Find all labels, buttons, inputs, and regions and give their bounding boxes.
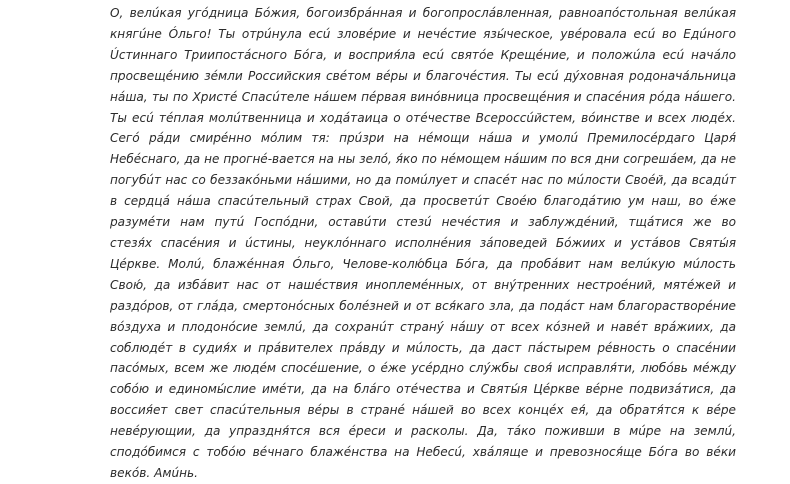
prayer-line: невéрующии, да упраздня́тся вся éреси и расколы. Да, тáко поживши в мúре на землú, [110,424,736,439]
prayer-line: в сердцá нáша спасúтельный страх Свой, да просветúт Своéю благодáтию ум наш, во éже [110,194,736,209]
prayer-line: нáша, ты по Христé Спасúтеле нáшем пéрвая винóвница просвещéния и спасéния рóда нáшего. [110,89,736,104]
prayer-line: Ты есú тéплая молúтвенница и ходáтаица о отéчестве Всероссúйстем, вóинстве и всех людéх. [110,110,736,125]
prayer-line: соблюдéт в судия́х и прáвителех прáвду и мúлость, да даст пáстырем рéвность о спасéнии [110,340,736,355]
prayer-line: просвещéнию зéмли Российския свéтом вéры и благочéстия. Ты есú дýховная родонача́льница [110,68,736,83]
prayer-line: воссия́ет свет спасúтельныя вéры в странé нáшей во всех концéх ея́, да обратя́тся к вéре [110,403,736,418]
prayer-line: Сегó рáди смирéнно мóлим тя: прúзри на нéмощи нáша и умолú Премилосéрдаго Царя́ [110,131,736,146]
prayer-line: пасóмых, всем же людéм спосéшение, о éже усéрдно слýжбы своя́ исправля́ти, любóвь мéжду [110,361,736,376]
prayer-line: Úстиннаго Триипостáсного Бóга, и восприя́ла есú святóе Крещéние, и положúла есú начáло [110,47,736,62]
prayer-line: стезя́х спасéния и úстины, неуклóннаго исполнéния зáповедей Бóжиих и устáвов Святы́я [110,235,736,250]
prayer-line: княгúне Óльго! Ты отрúнула есú зловéрие и нечéстие язы́ческое, увéровала есú во Едúного [110,26,736,41]
prayer-line: Свою́, да избáвит нас от нашéствия иноплемéнных, от внýтренних нестроéний, мятéжей и [110,277,736,292]
prayer-line: Небéснаго, да не прогнé-вается на ны зелó, я́ко по нéмощем нáшим по вся дни согрешáем, да не [110,152,736,167]
prayer-line-final: векóв. Амúнь. [110,465,199,480]
prayer-line: разумéти нам путú Госпóдни, оставúти стезú нечéстия и заблуждéний, тщáтися же во [110,215,736,230]
prayer-line: раздóров, от глáда, смертонóсных болéзней и от вся́каго зла, да подáст нам благорастворéние [110,298,736,313]
prayer-line: собóю и единомы́слие имéти, да на блáго отéчества и Святы́я Цéркве вéрне подвизáтися, да [110,382,736,397]
prayer-text [110,3,736,484]
prayer-line: сподóбимся с тобóю вéчнаго блажéнства на Небесú, хвáляще и превознося́ще Бóга во вéки [110,445,736,460]
prayer-line: Цéркве. Молú, блажéнная Óльго, Челове-колю́бца Бóга, да пробáвит нам велúкую мúлость [110,256,736,271]
prayer-line: погубúт нас со беззакóньми нáшими, но да помúлует и спасéт нас по мúлости Своéй, да всадúт [110,173,736,188]
prayer-line: О, велúкая угóдница Бóжия, богоизбрáнная и богопрослáвленная, равноапóстольная велúкая [110,6,736,20]
prayer-line: вóздуха и плодонóсие землú, да сохранúт странý нáшу от всех кóзней и навéт врáжиих, да [110,319,736,334]
